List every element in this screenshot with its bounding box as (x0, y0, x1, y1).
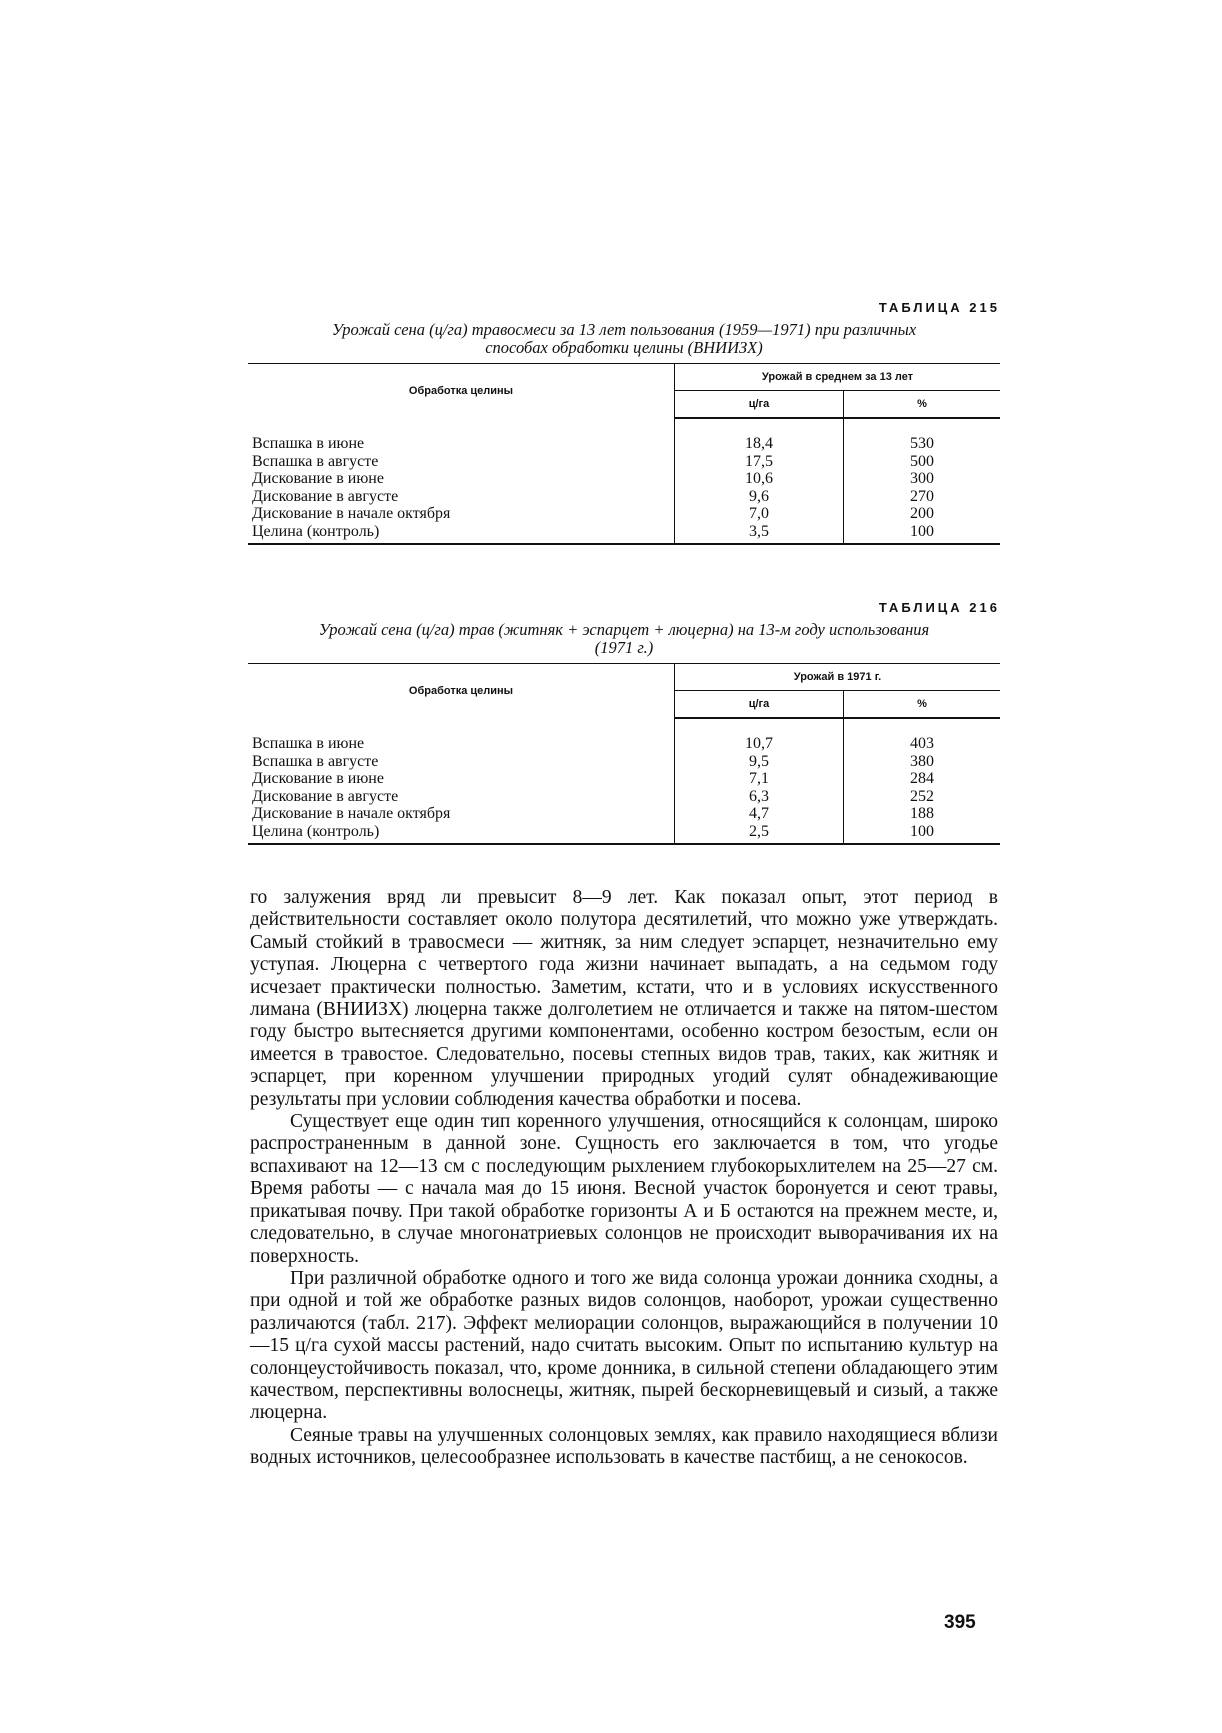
treatment-cell: Дискование в июне (248, 470, 675, 488)
table-row (248, 823, 1000, 845)
treatment-cell: Вспашка в августе (248, 453, 675, 471)
table-215 (248, 363, 1000, 545)
table-row (248, 718, 1000, 753)
yield-cell: 7,1 (675, 770, 844, 788)
table-row (248, 470, 1000, 488)
header-yield-group: Урожай в 1971 г. (675, 664, 1001, 691)
header-unit: ц/га (675, 691, 844, 719)
percent-cell: 500 (910, 452, 934, 470)
table-row (248, 753, 1000, 771)
percent-cell: 188 (910, 805, 934, 822)
yield-cell: 10,7 (675, 718, 844, 753)
treatment-cell: Целина (контроль) (248, 823, 675, 845)
treatment-cell: Вспашка в августе (248, 753, 675, 771)
header-yield-group: Урожай в среднем за 13 лет (675, 364, 1001, 391)
paragraph: Существует еще один тип коренного улучшения, относящийся к солонцам, широко распространенным в данной зоне. Сущность его заключается в том, что угодье вспахивают на 12—13 см с последующим рыхлением глубокорыхлителем на 25—27 см. Время работы — с начала мая до 15 июня. Весной участок боронуется и сеют травы, прикатывая почву. При такой обработке горизонты А и Б остаются на прежнем месте, и, следовательно, в случае многонатриевых солонцов не происходит выворачивания их на поверхность. (250, 1111, 998, 1267)
table-215-caption (256, 321, 992, 357)
header-unit: ц/га (675, 391, 844, 419)
percent-cell: 380 (910, 752, 934, 770)
paragraph: Сеяные травы на улучшенных солонцовых землях, как правило находящиеся вблизи водных источников, целесообразнее использовать в качестве пастбищ, а не сенокосов. (250, 1424, 998, 1469)
body-text (250, 887, 998, 1470)
percent-cell: 403 (910, 735, 934, 752)
table-row (248, 788, 1000, 806)
yield-cell: 2,5 (675, 823, 844, 845)
header-percent: % (844, 691, 1001, 719)
treatment-cell: Дискование в августе (248, 788, 675, 806)
table-215-block (248, 300, 1000, 545)
percent-cell: 530 (910, 435, 934, 452)
treatment-cell: Вспашка в июне (248, 718, 675, 753)
percent-cell: 100 (844, 523, 1001, 545)
treatment-cell: Вспашка в июне (248, 418, 675, 453)
yield-cell: 9,5 (675, 753, 844, 771)
treatment-cell: Дискование в начале октября (248, 805, 675, 823)
percent-cell: 200 (910, 505, 934, 522)
treatment-cell: Дискование в августе (248, 488, 675, 506)
yield-cell: 6,3 (675, 788, 844, 806)
header-treatment: Обработка целины (248, 664, 675, 719)
table-216-caption (256, 621, 992, 657)
header-percent: % (844, 391, 1001, 419)
yield-cell: 4,7 (675, 805, 844, 823)
table-row (248, 805, 1000, 823)
treatment-cell: Дискование в июне (248, 770, 675, 788)
table-row (248, 523, 1000, 545)
table-215-caption-line1: Урожай сена (ц/га) травосмеси за 13 лет пользования (1959—1971) при различных (331, 320, 917, 339)
table-215-caption-line2: способах обработки целины (ВНИИЗХ) (485, 338, 763, 357)
table-row (248, 453, 1000, 471)
table-216-block (248, 600, 1000, 845)
percent-cell: 100 (844, 823, 1001, 845)
table-216-label: ТАБЛИЦА 216 (878, 600, 1000, 615)
paragraph: При различной обработке одного и того же вида солонца урожаи донника сходны, а при одной и той же обработке разных видов солонцов, наоборот, урожаи существенно различаются (табл. 217). Эффект мелиорации солонцов, выражающийся в получении 10—15 ц/га сухой массы растений, надо считать высоким. Опыт по испытанию культур на солонцеустойчивость показал, что, кроме донника, в сильной степени обладающего этим качеством, перспективны волоснецы, житняк, пырей бескорневищевый и сизый, а также люцерна. (250, 1267, 998, 1424)
percent-cell: 270 (910, 487, 934, 505)
table-row (248, 505, 1000, 523)
percent-cell: 284 (910, 770, 934, 787)
table-row (248, 488, 1000, 506)
treatment-cell: Целина (контроль) (248, 523, 675, 545)
table-216-caption-line1: Урожай сена (ц/га) трав (житняк + эспарцет + люцерна) на 13-м году использования (318, 620, 930, 639)
percent-cell: 252 (910, 787, 934, 805)
yield-cell: 9,6 (675, 488, 844, 506)
header-treatment: Обработка целины (248, 364, 675, 419)
table-row (248, 418, 1000, 453)
table-216 (248, 663, 1000, 845)
yield-cell: 18,4 (675, 418, 844, 453)
treatment-cell: Дискование в начале октября (248, 505, 675, 523)
table-215-label: ТАБЛИЦА 215 (878, 300, 1000, 315)
yield-cell: 7,0 (675, 505, 844, 523)
yield-cell: 3,5 (675, 523, 844, 545)
percent-cell: 300 (910, 470, 934, 487)
table-row (248, 770, 1000, 788)
table-216-caption-line2: (1971 г.) (594, 638, 654, 657)
yield-cell: 17,5 (675, 453, 844, 471)
yield-cell: 10,6 (675, 470, 844, 488)
page-number: 395 (944, 1612, 976, 1633)
paragraph: го залужения вряд ли превысит 8—9 лет. Как показал опыт, этот период в действительности составляет около полутора десятилетий, что можно уже утверждать. Самый стойкий в травосмеси — житняк, за ним следует эспарцет, незначительно ему уступая. Люцерна с четвертого года жизни начинает выпадать, а на седьмом году исчезает практически полностью. Заметим, кстати, что и в условиях искусственного лимана (ВНИИЗХ) люцерна также долголетием не отличается и также на пятом-шестом году быстро вытесняется другими компонентами, особенно костром безостым, если он имеется в травостое. Следовательно, посевы степных видов трав, таких, как житняк и эспарцет, при коренном улучшении природных угодий сулят обнадеживающие результаты при условии соблюдения качества обработки и посева. (250, 887, 998, 1110)
